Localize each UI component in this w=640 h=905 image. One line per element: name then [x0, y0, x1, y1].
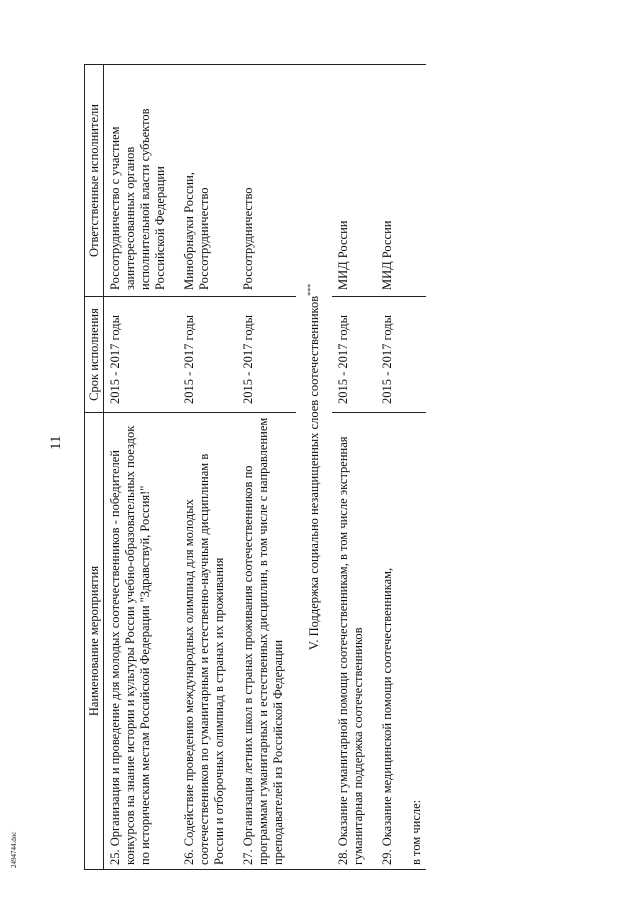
header-activity: Наименование мероприятия [85, 413, 104, 870]
row-executors: МИД России [332, 65, 376, 297]
row-term-empty [405, 297, 426, 413]
page-number: 11 [48, 435, 64, 450]
section-heading [296, 65, 332, 870]
row-executors-empty [405, 65, 426, 297]
activities-table [84, 64, 426, 870]
table-row [237, 65, 296, 870]
table-row [178, 65, 237, 870]
row-activity: 25. Организация и проведение для молодых соотечественников - победителей конкурсов на знание истории и культуры России учебно-образовательных поездок по историческим местам Российской Федерации "Здравствуй, Россия!" [104, 413, 179, 870]
header-executors: Ответственные исполнители [85, 65, 104, 297]
row-trailing-text: в том числе: [405, 413, 426, 870]
table-row [405, 65, 426, 870]
table-row [104, 65, 179, 870]
row-term: 2015 - 2017 годы [237, 297, 296, 413]
table-header-row [85, 65, 104, 870]
row-executors: Россотрудничество [237, 65, 296, 297]
row-activity: 29. Оказание медицинской помощи соотечественникам, [376, 413, 405, 870]
rotated-content [84, 65, 604, 870]
table-row [332, 65, 376, 870]
row-executors: Минобрнауки России, Россотрудничество [178, 65, 237, 297]
header-term: Срок исполнения [85, 297, 104, 413]
row-term: 2015 - 2017 годы [178, 297, 237, 413]
section-title: V. Поддержка социально незащищенных слоев соотечественников [307, 295, 322, 651]
row-term: 2015 - 2017 годы [376, 297, 405, 413]
file-footer: 2494744.doc [10, 831, 18, 868]
row-activity: 27. Организация летних школ в странах проживания соотечественников по программам гуманитарных и естественных дисциплин, в том числе с направлением преподавателей из Российской Федерации [237, 413, 296, 870]
row-activity: 28. Оказание гуманитарной помощи соотечественникам, в том числе экстренная гуманитарная поддержка соотечественников [332, 413, 376, 870]
row-executors: Россотрудничество с участием заинтересованных органов исполнительной власти субъектов Российской Федерации [104, 65, 179, 297]
table-row [376, 65, 405, 870]
row-term: 2015 - 2017 годы [104, 297, 179, 413]
row-term: 2015 - 2017 годы [332, 297, 376, 413]
section-footnote-mark: *** [306, 283, 315, 296]
row-executors: МИД России [376, 65, 405, 297]
section-row [296, 65, 332, 870]
row-activity: 26. Содействие проведению международных олимпиад для молодых соотечественников по гуманитарным и естественно-научным дисциплинам в России и отборочных олимпиад в странах их проживания [178, 413, 237, 870]
